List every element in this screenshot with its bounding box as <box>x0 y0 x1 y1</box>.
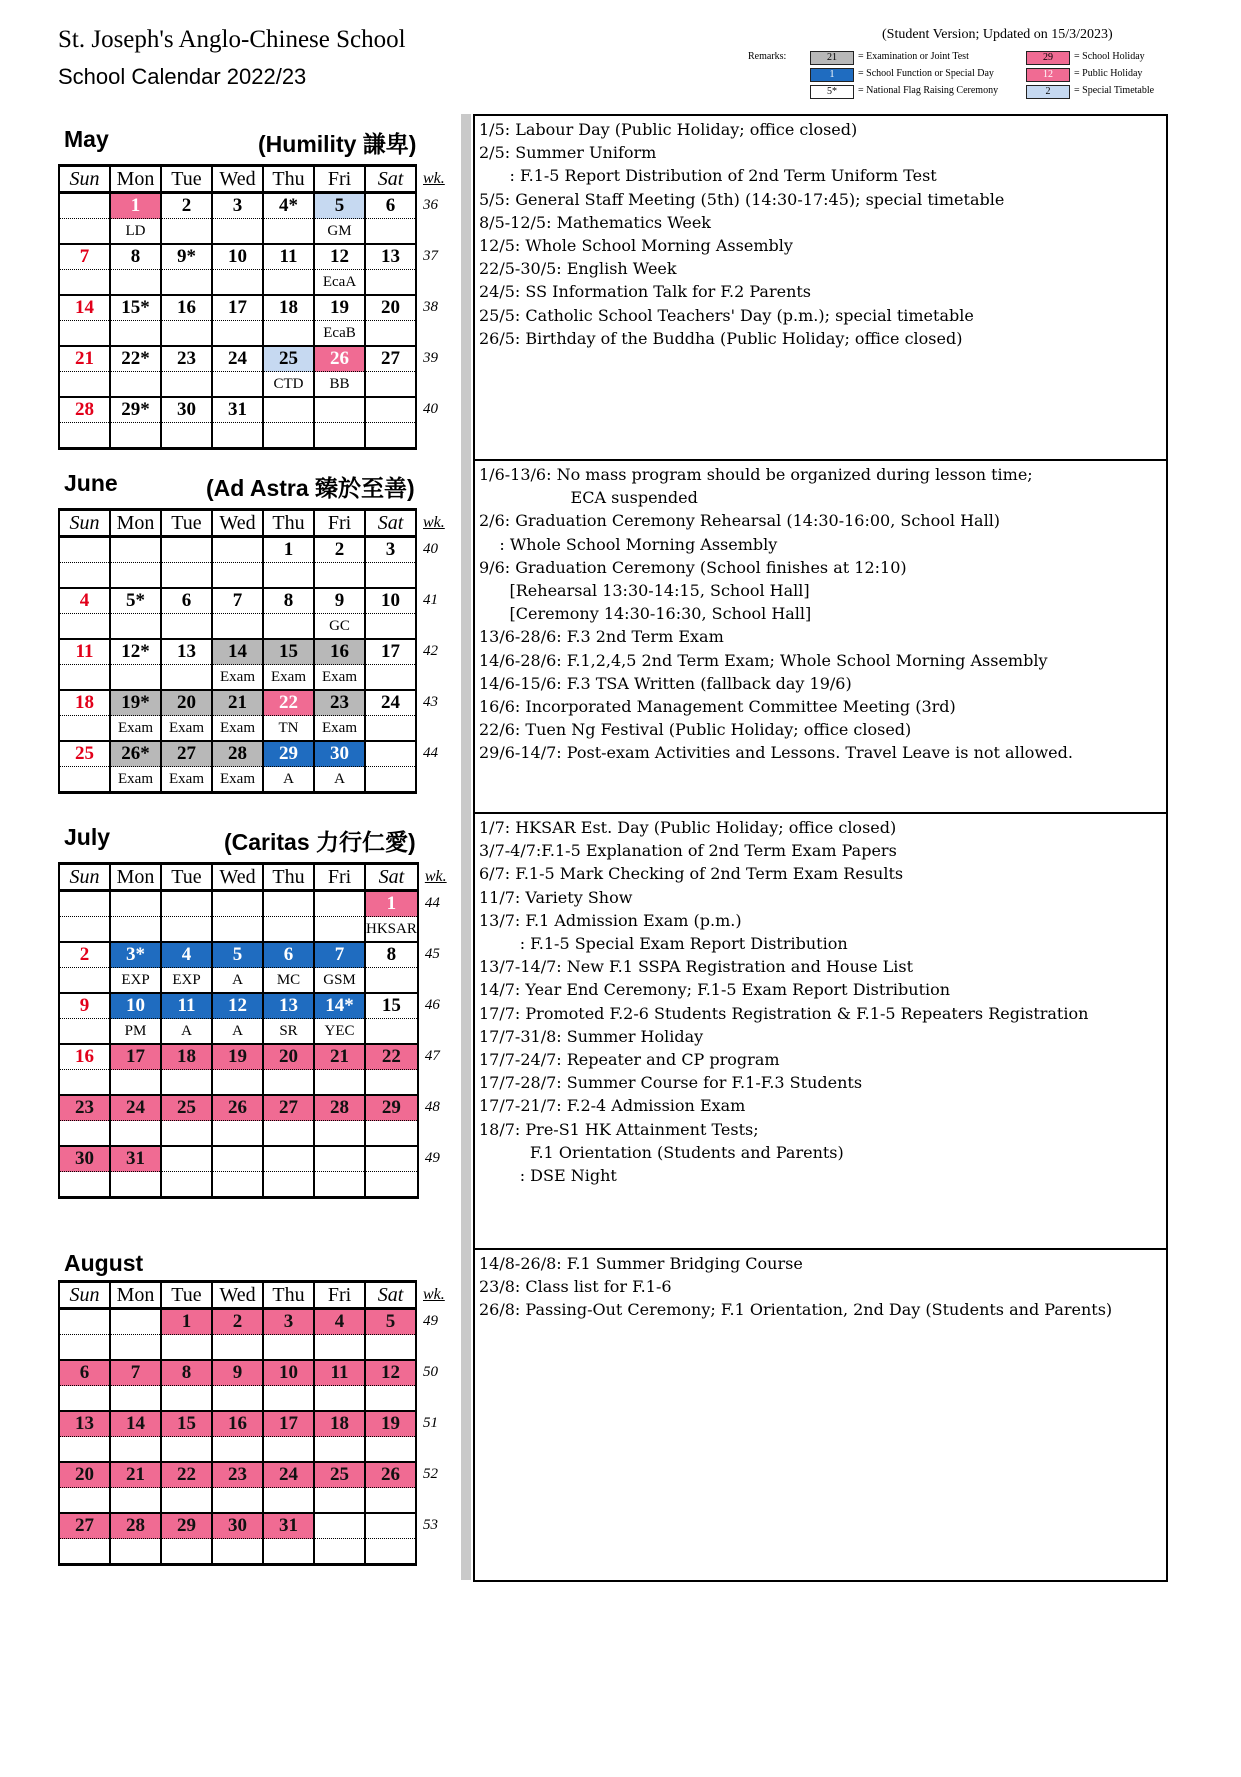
week-number: 46 <box>424 997 440 1014</box>
week-number: 52 <box>423 1466 438 1483</box>
day-cell: 29 <box>263 741 314 767</box>
day-cell: 16 <box>59 1044 110 1070</box>
day-cell: 23 <box>59 1095 110 1121</box>
week-number: 49 <box>424 1150 440 1167</box>
day-cell: 24 <box>212 346 263 372</box>
event-line: 29/6-14/7: Post-exam Activities and Lessons. Travel Leave is not allowed. <box>479 743 1073 763</box>
event-line: 13/7-14/7: New F.1 SSPA Registration and House List <box>479 957 914 977</box>
weekday-thu: Thu <box>263 510 314 537</box>
day-cell: 21 <box>110 1462 161 1488</box>
day-note: A <box>314 767 365 793</box>
day-cell: 27 <box>263 1095 314 1121</box>
day-note: EcaB <box>314 321 365 347</box>
event-line: 17/7-28/7: Summer Course for F.1-F.3 Students <box>479 1073 863 1093</box>
week-number: 39 <box>423 350 438 367</box>
day-cell: 4 <box>161 942 212 968</box>
legend-text-school-holiday: = School Holiday <box>1074 51 1145 62</box>
day-cell: 16 <box>161 295 212 321</box>
school-name: St. Joseph's Anglo-Chinese School <box>58 26 406 53</box>
day-cell: 2 <box>59 942 110 968</box>
day-cell: 17 <box>110 1044 161 1070</box>
day-note: A <box>263 767 314 793</box>
event-line: 9/6: Graduation Ceremony (School finishes at 12:10) <box>479 557 907 577</box>
day-note: BB <box>314 372 365 398</box>
day-note: GC <box>314 614 365 640</box>
month-title-july: July <box>64 824 111 850</box>
day-cell: 6 <box>59 1360 110 1386</box>
day-note: Exam <box>110 716 161 742</box>
day-cell: 5* <box>110 588 161 614</box>
day-cell: 10 <box>365 588 416 614</box>
legend-text-function: = School Function or Special Day <box>858 68 994 79</box>
day-cell: 18 <box>263 295 314 321</box>
calendar-june <box>58 508 459 794</box>
event-line: 18/7: Pre-S1 HK Attainment Tests; <box>479 1119 759 1139</box>
day-cell: 7 <box>59 244 110 270</box>
weekday-tue: Tue <box>161 1282 212 1309</box>
day-cell: 18 <box>161 1044 212 1070</box>
day-note: Exam <box>212 665 263 691</box>
weekday-wed: Wed <box>212 864 263 891</box>
day-cell: 11 <box>314 1360 365 1386</box>
day-cell: 27 <box>365 346 416 372</box>
day-cell: 31 <box>110 1146 161 1172</box>
weekday-thu: Thu <box>263 1282 314 1309</box>
event-line: 16/6: Incorporated Management Committee Meeting (3rd) <box>479 697 956 717</box>
day-note: SR <box>263 1019 314 1045</box>
legend-swatch-public-holiday: 12 <box>1026 68 1070 82</box>
legend-swatch-function: 1 <box>810 68 854 82</box>
event-line: 2/6: Graduation Ceremony Rehearsal (14:30-16:00, School Hall) <box>479 511 1001 531</box>
day-cell: 11 <box>59 639 110 665</box>
day-cell: 2 <box>314 537 365 563</box>
day-cell: 1 <box>161 1309 212 1335</box>
day-cell: 22 <box>263 690 314 716</box>
week-number: 45 <box>424 946 440 963</box>
weekday-fri: Fri <box>314 166 365 193</box>
day-cell: 17 <box>263 1411 314 1437</box>
day-cell: 13 <box>365 244 416 270</box>
day-cell: 9 <box>212 1360 263 1386</box>
day-cell: 18 <box>59 690 110 716</box>
wk-label: wk. <box>423 170 445 187</box>
week-number: 42 <box>423 643 438 660</box>
event-line: 13/6-28/6: F.3 2nd Term Exam <box>479 627 724 647</box>
event-line: 14/8-26/8: F.1 Summer Bridging Course <box>479 1254 803 1273</box>
event-line: 5/5: General Staff Meeting (5th) (14:30-17:45); special timetable <box>479 189 1005 209</box>
week-number: 36 <box>423 197 438 213</box>
day-note: Exam <box>263 665 314 691</box>
day-note: Exam <box>314 665 365 691</box>
event-line: 23/8: Class list for F.1-6 <box>479 1277 672 1297</box>
day-cell: 27 <box>161 741 212 767</box>
event-line: 1/7: HKSAR Est. Day (Public Holiday; office closed) <box>479 818 897 837</box>
day-cell: 22 <box>161 1462 212 1488</box>
day-cell: 26 <box>212 1095 263 1121</box>
week-number: 40 <box>423 541 438 557</box>
day-cell: 29 <box>365 1095 418 1121</box>
legend-text-flag: = National Flag Raising Ceremony <box>858 85 999 96</box>
day-cell: 26* <box>110 741 161 767</box>
day-cell: 5 <box>314 193 365 219</box>
weekday-wed: Wed <box>212 1282 263 1309</box>
event-line: 6/7: F.1-5 Mark Checking of 2nd Term Exam Results <box>479 864 904 884</box>
weekday-fri: Fri <box>314 510 365 537</box>
weekday-sat: Sat <box>365 510 416 537</box>
legend-swatch-exam: 21 <box>810 51 854 65</box>
day-cell: 15 <box>263 639 314 665</box>
events-june <box>473 459 1168 812</box>
day-cell: 12* <box>110 639 161 665</box>
day-note: CTD <box>263 372 314 398</box>
day-cell: 8 <box>161 1360 212 1386</box>
weekday-sun: Sun <box>59 864 110 891</box>
day-cell: 8 <box>263 588 314 614</box>
event-line: 17/7: Promoted F.2-6 Students Registration & F.1-5 Repeaters Registration <box>479 1003 1089 1023</box>
day-cell: 20 <box>59 1462 110 1488</box>
week-number: 43 <box>423 694 438 711</box>
day-cell: 16 <box>314 639 365 665</box>
month-title-june: June <box>64 470 118 496</box>
event-line: 24/5: SS Information Talk for F.2 Parents <box>479 282 812 302</box>
day-cell: 14 <box>59 295 110 321</box>
day-note: GSM <box>314 968 365 994</box>
event-line: 17/7-31/8: Summer Holiday <box>479 1026 704 1046</box>
day-note: A <box>212 968 263 994</box>
day-cell: 13 <box>161 639 212 665</box>
day-cell: 3 <box>365 537 416 563</box>
day-cell: 1 <box>365 891 418 917</box>
day-cell: 26 <box>314 346 365 372</box>
weekday-tue: Tue <box>161 864 212 891</box>
day-cell: 28 <box>110 1513 161 1539</box>
day-cell: 13 <box>59 1411 110 1437</box>
day-cell: 2 <box>161 193 212 219</box>
day-cell: 16 <box>212 1411 263 1437</box>
day-note: TN <box>263 716 314 742</box>
month-title-august: August <box>64 1250 144 1276</box>
day-cell: 7 <box>212 588 263 614</box>
event-line: [Ceremony 14:30-16:30, School Hall] <box>479 604 812 624</box>
day-cell: 3 <box>212 193 263 219</box>
month-motto-june: (Ad Astra 臻於至善) <box>206 475 415 501</box>
day-cell: 8 <box>365 942 418 968</box>
day-cell: 24 <box>110 1095 161 1121</box>
event-line: 8/5-12/5: Mathematics Week <box>479 212 711 232</box>
day-cell: 29 <box>161 1513 212 1539</box>
weekday-tue: Tue <box>161 166 212 193</box>
day-note: Exam <box>161 767 212 793</box>
event-line: 14/6-15/6: F.3 TSA Written (fallback day 19/6) <box>479 673 852 693</box>
event-line: 12/5: Whole School Morning Assembly <box>479 236 793 256</box>
weekday-sat: Sat <box>365 166 416 193</box>
day-cell: 9* <box>161 244 212 270</box>
day-cell: 7 <box>314 942 365 968</box>
day-cell: 20 <box>263 1044 314 1070</box>
day-cell: 4* <box>263 193 314 219</box>
day-note: PM <box>110 1019 161 1045</box>
day-cell: 30 <box>59 1146 110 1172</box>
day-cell: 11 <box>263 244 314 270</box>
day-cell: 23 <box>161 346 212 372</box>
day-cell: 13 <box>263 993 314 1019</box>
day-cell: 28 <box>59 397 110 423</box>
day-cell: 21 <box>212 690 263 716</box>
week-number: 38 <box>423 299 438 316</box>
day-cell: 22* <box>110 346 161 372</box>
day-note: EXP <box>110 968 161 994</box>
day-cell: 3* <box>110 942 161 968</box>
day-cell: 5 <box>365 1309 416 1335</box>
day-cell: 23 <box>314 690 365 716</box>
event-line: 22/5-30/5: English Week <box>479 259 677 279</box>
day-cell: 19 <box>314 295 365 321</box>
day-note: Exam <box>314 716 365 742</box>
event-line: 25/5: Catholic School Teachers' Day (p.m.); special timetable <box>479 305 974 325</box>
day-cell <box>59 193 110 219</box>
event-line: ECA suspended <box>479 488 698 508</box>
day-note: YEC <box>314 1019 365 1045</box>
weekday-sat: Sat <box>365 864 418 891</box>
month-motto-july: (Caritas 力行仁愛) <box>224 829 416 855</box>
wk-label: wk. <box>423 1286 445 1303</box>
wk-label: wk. <box>424 868 447 885</box>
day-cell: 3 <box>263 1309 314 1335</box>
event-line: 11/7: Variety Show <box>479 887 633 907</box>
legend-swatch-special: 2 <box>1026 85 1070 99</box>
weekday-fri: Fri <box>314 1282 365 1309</box>
week-number: 53 <box>423 1517 438 1534</box>
day-note: GM <box>314 219 365 245</box>
month-motto-may: (Humility 謙卑) <box>258 131 417 157</box>
day-cell: 25 <box>263 346 314 372</box>
day-note: EcaA <box>314 270 365 296</box>
event-line: 14/6-28/6: F.1,2,4,5 2nd Term Exam; Whole School Morning Assembly <box>479 650 1048 670</box>
wk-label: wk. <box>423 514 445 531</box>
day-cell: 27 <box>59 1513 110 1539</box>
legend-text-exam: = Examination or Joint Test <box>858 51 969 62</box>
day-cell: 6 <box>263 942 314 968</box>
day-note: EXP <box>161 968 212 994</box>
day-cell: 15 <box>161 1411 212 1437</box>
day-cell: 15* <box>110 295 161 321</box>
weekday-sun: Sun <box>59 1282 110 1309</box>
event-line: 17/7-24/7: Repeater and CP program <box>479 1050 780 1070</box>
day-cell: 10 <box>212 244 263 270</box>
week-number: 51 <box>423 1415 438 1432</box>
day-cell: 15 <box>365 993 418 1019</box>
week-number: 48 <box>424 1099 440 1116</box>
day-cell: 24 <box>365 690 416 716</box>
day-note: Exam <box>110 767 161 793</box>
event-line: 2/5: Summer Uniform <box>479 143 657 163</box>
day-cell: 29* <box>110 397 161 423</box>
calendar-may <box>58 164 459 450</box>
day-cell: 25 <box>161 1095 212 1121</box>
event-line: : F.1-5 Special Exam Report Distribution <box>479 934 848 954</box>
day-cell: 6 <box>161 588 212 614</box>
day-cell: 9 <box>59 993 110 1019</box>
weekday-wed: Wed <box>212 510 263 537</box>
weekday-wed: Wed <box>212 166 263 193</box>
week-number: 40 <box>423 401 438 418</box>
events-august <box>473 1248 1168 1582</box>
week-number: 37 <box>423 248 438 265</box>
day-cell: 21 <box>59 346 110 372</box>
weekday-tue: Tue <box>161 510 212 537</box>
event-line: 1/6-13/6: No mass program should be organized during lesson time; <box>479 465 1033 484</box>
day-cell: 20 <box>161 690 212 716</box>
day-cell: 14* <box>314 993 365 1019</box>
day-cell: 23 <box>212 1462 263 1488</box>
version-note: (Student Version; Updated on 15/3/2023) <box>882 27 1113 42</box>
events-july <box>473 812 1168 1248</box>
day-cell: 8 <box>110 244 161 270</box>
day-cell: 19* <box>110 690 161 716</box>
day-cell: 30 <box>161 397 212 423</box>
legend-label: Remarks: <box>748 51 787 62</box>
day-cell: 17 <box>212 295 263 321</box>
calendar-title: School Calendar 2022/23 <box>58 64 307 89</box>
event-line: F.1 Orientation (Students and Parents) <box>479 1142 844 1162</box>
day-cell: 1 <box>263 537 314 563</box>
day-cell: 25 <box>314 1462 365 1488</box>
legend-swatch-flag: 5* <box>810 85 854 99</box>
weekday-fri: Fri <box>314 864 365 891</box>
weekday-sun: Sun <box>59 510 110 537</box>
event-line: : F.1-5 Report Distribution of 2nd Term Uniform Test <box>479 166 937 186</box>
week-number: 49 <box>423 1313 438 1329</box>
event-line: 26/8: Passing-Out Ceremony; F.1 Orientation, 2nd Day (Students and Parents) <box>479 1300 1113 1320</box>
day-cell: 9 <box>314 588 365 614</box>
event-line: 14/7: Year End Ceremony; F.1-5 Exam Report Distribution <box>479 980 951 1000</box>
event-line: [Rehearsal 13:30-14:15, School Hall] <box>479 581 810 601</box>
day-cell: 31 <box>263 1513 314 1539</box>
weekday-sat: Sat <box>365 1282 416 1309</box>
day-cell: 10 <box>263 1360 314 1386</box>
day-cell: 4 <box>314 1309 365 1335</box>
event-line: : DSE Night <box>479 1166 617 1186</box>
day-note: LD <box>110 219 161 245</box>
day-cell: 1 <box>110 193 161 219</box>
events-may <box>473 114 1168 459</box>
event-line: 17/7-21/7: F.2-4 Admission Exam <box>479 1096 746 1116</box>
divider-bar <box>461 114 471 1580</box>
day-note: A <box>161 1019 212 1045</box>
weekday-mon: Mon <box>110 166 161 193</box>
week-number: 47 <box>424 1048 440 1065</box>
week-number: 50 <box>423 1364 438 1381</box>
weekday-sun: Sun <box>59 166 110 193</box>
day-note: Exam <box>161 716 212 742</box>
day-cell: 19 <box>365 1411 416 1437</box>
day-cell: 30 <box>212 1513 263 1539</box>
day-cell: 12 <box>365 1360 416 1386</box>
day-note: Exam <box>212 716 263 742</box>
month-title-may: May <box>64 126 109 152</box>
day-cell: 21 <box>314 1044 365 1070</box>
day-cell: 24 <box>263 1462 314 1488</box>
day-cell: 18 <box>314 1411 365 1437</box>
legend-swatch-school-holiday: 29 <box>1026 51 1070 65</box>
day-cell: 26 <box>365 1462 416 1488</box>
day-cell: 5 <box>212 942 263 968</box>
legend-text-public-holiday: = Public Holiday <box>1074 68 1143 79</box>
weekday-thu: Thu <box>263 864 314 891</box>
weekday-mon: Mon <box>110 864 161 891</box>
legend-text-special: = Special Timetable <box>1074 85 1155 96</box>
day-note: HKSAR <box>365 917 418 943</box>
calendar-july <box>58 862 461 1199</box>
day-cell: 14 <box>110 1411 161 1437</box>
week-number: 44 <box>423 745 438 762</box>
day-cell: 17 <box>365 639 416 665</box>
day-cell: 7 <box>110 1360 161 1386</box>
event-line: : Whole School Morning Assembly <box>479 534 778 554</box>
day-cell: 30 <box>314 741 365 767</box>
event-line: 26/5: Birthday of the Buddha (Public Holiday; office closed) <box>479 328 963 348</box>
day-cell: 2 <box>212 1309 263 1335</box>
day-cell: 22 <box>365 1044 418 1070</box>
event-line: 3/7-4/7:F.1-5 Explanation of 2nd Term Exam Papers <box>479 841 897 861</box>
day-cell: 31 <box>212 397 263 423</box>
weekday-mon: Mon <box>110 510 161 537</box>
event-line: 1/5: Labour Day (Public Holiday; office closed) <box>479 120 858 139</box>
day-cell: 20 <box>365 295 416 321</box>
week-number: 44 <box>424 895 440 911</box>
day-cell: 12 <box>212 993 263 1019</box>
day-cell: 4 <box>59 588 110 614</box>
day-note: Exam <box>212 767 263 793</box>
day-note: MC <box>263 968 314 994</box>
day-cell: 11 <box>161 993 212 1019</box>
day-cell: 6 <box>365 193 416 219</box>
day-cell: 19 <box>212 1044 263 1070</box>
calendar-august <box>58 1280 459 1566</box>
day-cell: 28 <box>212 741 263 767</box>
day-cell: 28 <box>314 1095 365 1121</box>
event-line: 13/7: F.1 Admission Exam (p.m.) <box>479 910 742 930</box>
week-number: 41 <box>423 592 438 609</box>
weekday-thu: Thu <box>263 166 314 193</box>
day-cell: 25 <box>59 741 110 767</box>
day-cell: 10 <box>110 993 161 1019</box>
day-cell: 14 <box>212 639 263 665</box>
day-cell: 12 <box>314 244 365 270</box>
day-note: A <box>212 1019 263 1045</box>
event-line: 22/6: Tuen Ng Festival (Public Holiday; office closed) <box>479 720 912 740</box>
weekday-mon: Mon <box>110 1282 161 1309</box>
